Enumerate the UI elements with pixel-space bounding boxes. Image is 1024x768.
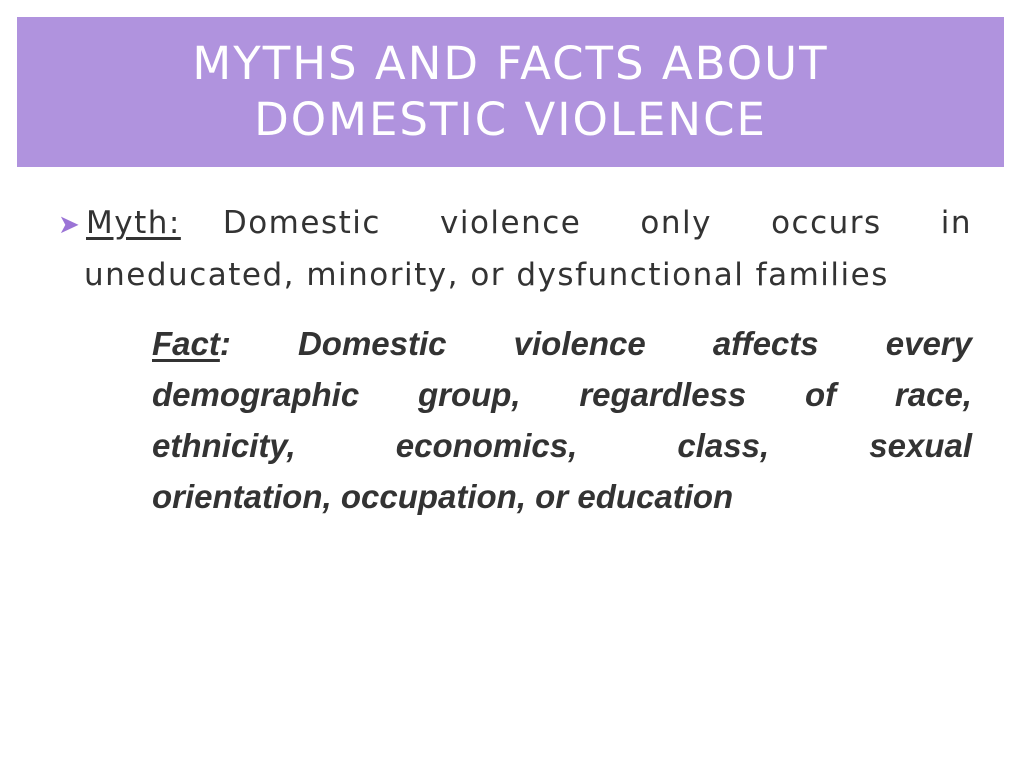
myth-word: Domestic — [222, 205, 381, 241]
fact-word: Domestic — [297, 325, 447, 362]
slide-title-line-1: MYTHS AND FACTS ABOUT — [192, 37, 829, 90]
myth-bullet — [58, 198, 972, 300]
myth-word: violence — [439, 205, 582, 241]
myth-label: Myth: — [86, 205, 181, 241]
myth-statement-line-1 — [223, 198, 972, 248]
fact-line-4: orientation, occupation, or education — [152, 478, 734, 515]
fact-word: regardless — [579, 376, 747, 413]
fact-word: every — [885, 325, 972, 362]
fact-word: class, — [677, 427, 770, 464]
fact-word: race, — [894, 376, 972, 413]
fact-word: group, — [417, 376, 521, 413]
myth-line-1 — [58, 198, 972, 250]
fact-line-2 — [152, 369, 972, 420]
myth-word: occurs — [771, 205, 882, 241]
fact-word: sexual — [869, 427, 972, 464]
fact-colon: : — [219, 325, 231, 362]
fact-line-3 — [152, 420, 972, 471]
fact-line-1 — [152, 318, 972, 369]
fact-word: economics, — [395, 427, 578, 464]
fact-word: of — [805, 376, 837, 413]
fact-heading — [152, 318, 231, 369]
myth-word: only — [640, 205, 712, 241]
slide-title-line-2: DOMESTIC VIOLENCE — [254, 93, 767, 146]
fact-paragraph — [152, 318, 972, 522]
arrow-bullet-icon: ➤ — [58, 210, 82, 240]
title-bar — [17, 17, 1004, 167]
fact-word: affects — [712, 325, 819, 362]
fact-word: violence — [513, 325, 646, 362]
fact-word: demographic — [152, 376, 360, 413]
myth-word: in — [940, 205, 972, 241]
fact-label: Fact — [152, 325, 220, 362]
myth-statement-line-2: uneducated, minority, or dysfunctional families — [84, 257, 889, 293]
fact-word: ethnicity, — [152, 427, 296, 464]
